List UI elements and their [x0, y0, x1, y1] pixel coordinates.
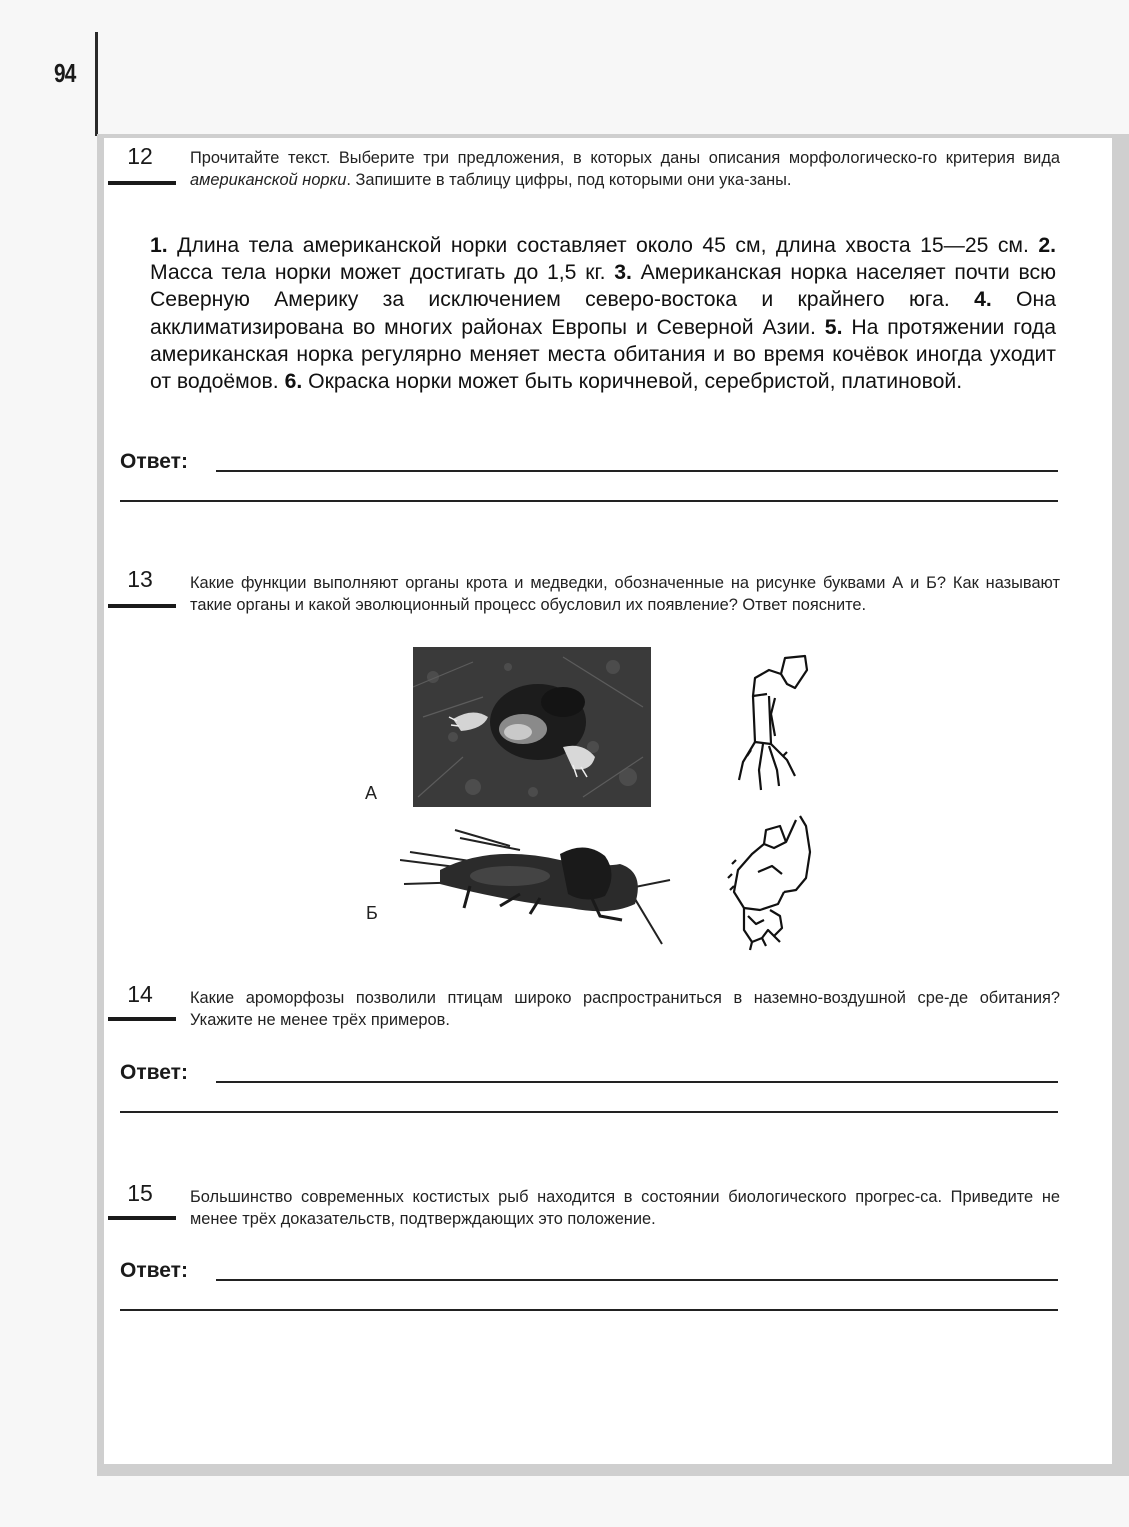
prompt-text-end: . Запишите в таблицу цифры, под которыми они ука-заны.	[346, 171, 792, 189]
task-number: 14	[127, 981, 153, 1007]
task-number: 15	[127, 1180, 153, 1206]
task-prompt: Какие ароморфозы позволили птицам широко распространиться в наземно-воздушной сре-де обитания? Укажите не менее трёх примеров.	[190, 989, 1060, 1029]
sentence-text: Масса тела норки может достигать до 1,5 кг.	[150, 261, 615, 285]
prompt-italic: американской норки	[190, 171, 347, 189]
task-prompt	[190, 147, 1060, 191]
page-margin-line	[95, 32, 98, 136]
answer-line[interactable]	[216, 1081, 1058, 1083]
task-number-underline	[108, 1017, 176, 1021]
answer-line[interactable]	[120, 500, 1058, 502]
page-number: 94	[54, 58, 76, 88]
figure-label-b: Б	[366, 903, 378, 923]
task-number-underline	[108, 181, 176, 185]
task-13	[104, 566, 1112, 636]
task-number: 12	[127, 143, 153, 169]
answer-field-15[interactable]	[120, 1259, 1060, 1289]
answer-field-14[interactable]	[120, 1061, 1060, 1091]
sentence-number: 1.	[150, 234, 168, 257]
task-prompt: Какие функции выполняют органы крота и медведки, обозначенные на рисунке буквами А и Б? Как называют такие органы и какой эволюционный процесс обусловил их появление? Ответ поясните.	[190, 574, 1060, 614]
answer-label: Ответ:	[120, 450, 188, 473]
sentence-number: 2.	[1038, 234, 1056, 257]
sentence-number: 5.	[824, 315, 843, 339]
figure-label-a: А	[365, 783, 378, 803]
answer-field-12[interactable]	[120, 450, 1060, 480]
task-12	[104, 143, 1112, 233]
mole-cricket-photo-icon	[400, 824, 680, 952]
prompt-text: Прочитайте текст. Выберите три предложения, в которых даны описания морфологическо-го критерия вида	[190, 149, 1060, 167]
task-number-underline	[108, 604, 176, 608]
mink-passage	[150, 232, 1056, 395]
sentence-text: Она акклиматизирована во многих районах Европы и Северной Азии.	[150, 288, 1056, 339]
mole-cricket-leg-drawing-icon	[722, 812, 822, 952]
task-14	[104, 981, 1112, 1041]
sentence-text: Окраска норки может быть коричневой, серебристой, платиновой.	[302, 370, 963, 394]
task-15	[104, 1180, 1112, 1240]
sentence-text: Длина тела американской норки составляет около 45 см, длина хвоста 15—25 см.	[167, 234, 1039, 257]
task-number: 13	[127, 566, 153, 592]
sentence-number: 3.	[614, 261, 632, 285]
sentence-text: Американская норка населяет почти всю Северную Америку за исключением северо-востока и крайнего юга.	[150, 261, 1056, 312]
sentence-number: 4.	[974, 288, 992, 312]
sentence-number: 6.	[284, 370, 303, 394]
answer-label: Ответ:	[120, 1061, 188, 1084]
mole-photo-icon	[413, 647, 651, 807]
answer-line[interactable]	[216, 1279, 1058, 1281]
sentence-text: На протяжении года американская норка регулярно меняет места обитания и во время кочёвок иногда уходит от водоёмов.	[150, 315, 1056, 394]
answer-line[interactable]	[120, 1111, 1058, 1113]
mole-paw-drawing-icon	[725, 652, 825, 797]
answer-label: Ответ:	[120, 1259, 188, 1282]
task-prompt: Большинство современных костистых рыб находится в состоянии биологического прогрес-са. Приведите не менее трёх доказательств, подтверждающих это положение.	[190, 1188, 1060, 1228]
answer-line[interactable]	[216, 470, 1058, 472]
task-number-underline	[108, 1216, 176, 1220]
answer-line[interactable]	[120, 1309, 1058, 1311]
